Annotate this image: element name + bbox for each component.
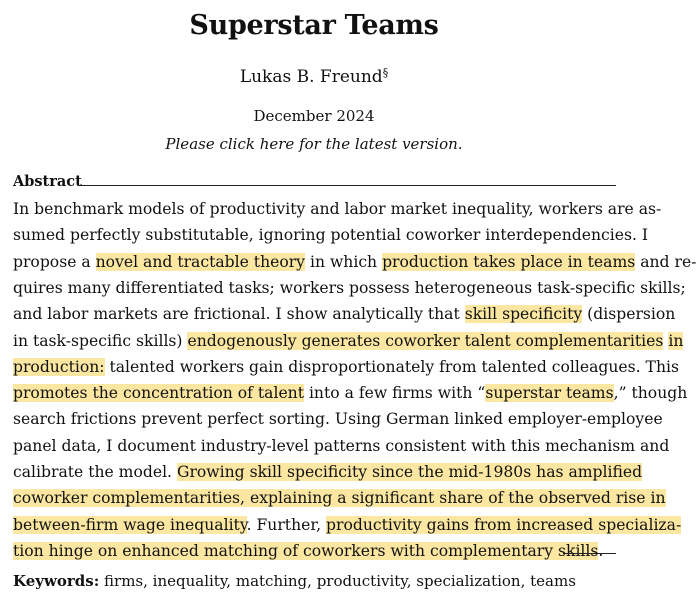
abstract-line	[13, 301, 676, 327]
abstract-text: In benchmark models of productivity and labor market inequality, workers are as-	[13, 200, 662, 218]
abstract-text: search frictions prevent perfect sorting. Using German linked employer-employee	[13, 410, 663, 429]
highlighted-text: skill specificity	[464, 305, 583, 324]
abstract-text: panel data, I document industry-level patterns consistent with this mechanism and	[13, 436, 670, 455]
abstract-line	[13, 485, 666, 511]
abstract-line	[13, 196, 662, 222]
abstract-line	[13, 275, 686, 301]
highlighted-text: production:	[13, 357, 105, 376]
abstract-text: ,” though	[613, 384, 688, 403]
abstract-line	[13, 512, 682, 538]
highlighted-text: novel and tractable theory	[95, 252, 305, 271]
paper-title: Superstar Teams	[189, 10, 439, 41]
abstract-line	[13, 328, 684, 354]
abstract-text: quires many differentiated tasks; workers possess heterogeneous task-specific skills;	[13, 278, 686, 297]
abstract-text: and re-	[635, 252, 696, 271]
highlighted-text: promotes the concentration of talent	[13, 384, 304, 403]
abstract-text: propose a	[13, 252, 96, 271]
author-name	[0, 66, 628, 87]
highlighted-text: coworker complementarities, explaining a significant share of the observed rise in	[13, 489, 666, 508]
highlighted-text: production takes place in teams	[382, 252, 636, 271]
abstract-text: (dispersion	[582, 305, 676, 324]
abstract-text: sumed perfectly substitutable, ignoring potential coworker interdependencies. I	[13, 226, 649, 245]
abstract-text: . Further,	[246, 515, 327, 534]
author-footnote-mark[interactable]: §	[382, 66, 389, 79]
paper-date: December 2024	[253, 107, 375, 125]
abstract-text: .	[598, 541, 604, 560]
latest-version-link[interactable]: Please click here for the latest version.	[165, 135, 463, 153]
highlighted-text: tion hinge on enhanced matching of coworkers with complementary skills	[13, 541, 599, 560]
highlighted-text: superstar teams	[485, 384, 614, 403]
keywords	[13, 572, 576, 590]
abstract-end-rule	[563, 553, 616, 554]
keywords-text: firms, inequality, matching, productivity, specialization, teams	[99, 572, 576, 590]
abstract-line	[13, 380, 688, 406]
abstract-text: in task-specific skills)	[13, 331, 188, 350]
abstract-text: and labor markets are frictional. I show analytically that	[13, 305, 465, 324]
abstract-text: talented workers gain disproportionately from talented colleagues. This	[104, 357, 679, 376]
abstract-heading: Abstract	[13, 173, 82, 190]
abstract-line	[13, 538, 616, 564]
highlighted-text: in	[668, 331, 684, 350]
abstract-line	[13, 406, 663, 432]
abstract-line	[13, 249, 696, 275]
abstract-line	[13, 354, 679, 380]
highlighted-text: endogenously generates coworker talent complementarities	[187, 331, 664, 350]
abstract-line	[13, 433, 670, 459]
abstract-line	[13, 459, 643, 485]
abstract-text: calibrate the model.	[13, 463, 177, 481]
highlighted-text: productivity gains from increased specializa-	[326, 515, 682, 534]
keywords-label: Keywords:	[13, 572, 100, 590]
abstract-heading-rule	[79, 185, 616, 186]
abstract-text: in which	[305, 252, 383, 271]
author-name-text: Lukas B. Freund	[239, 67, 383, 87]
abstract-line	[13, 222, 649, 248]
highlighted-text: Growing skill specificity since the mid-1980s has amplified	[176, 463, 643, 481]
highlighted-text: between-firm wage inequality	[13, 515, 247, 534]
abstract-text: into a few firms with “	[303, 384, 486, 403]
